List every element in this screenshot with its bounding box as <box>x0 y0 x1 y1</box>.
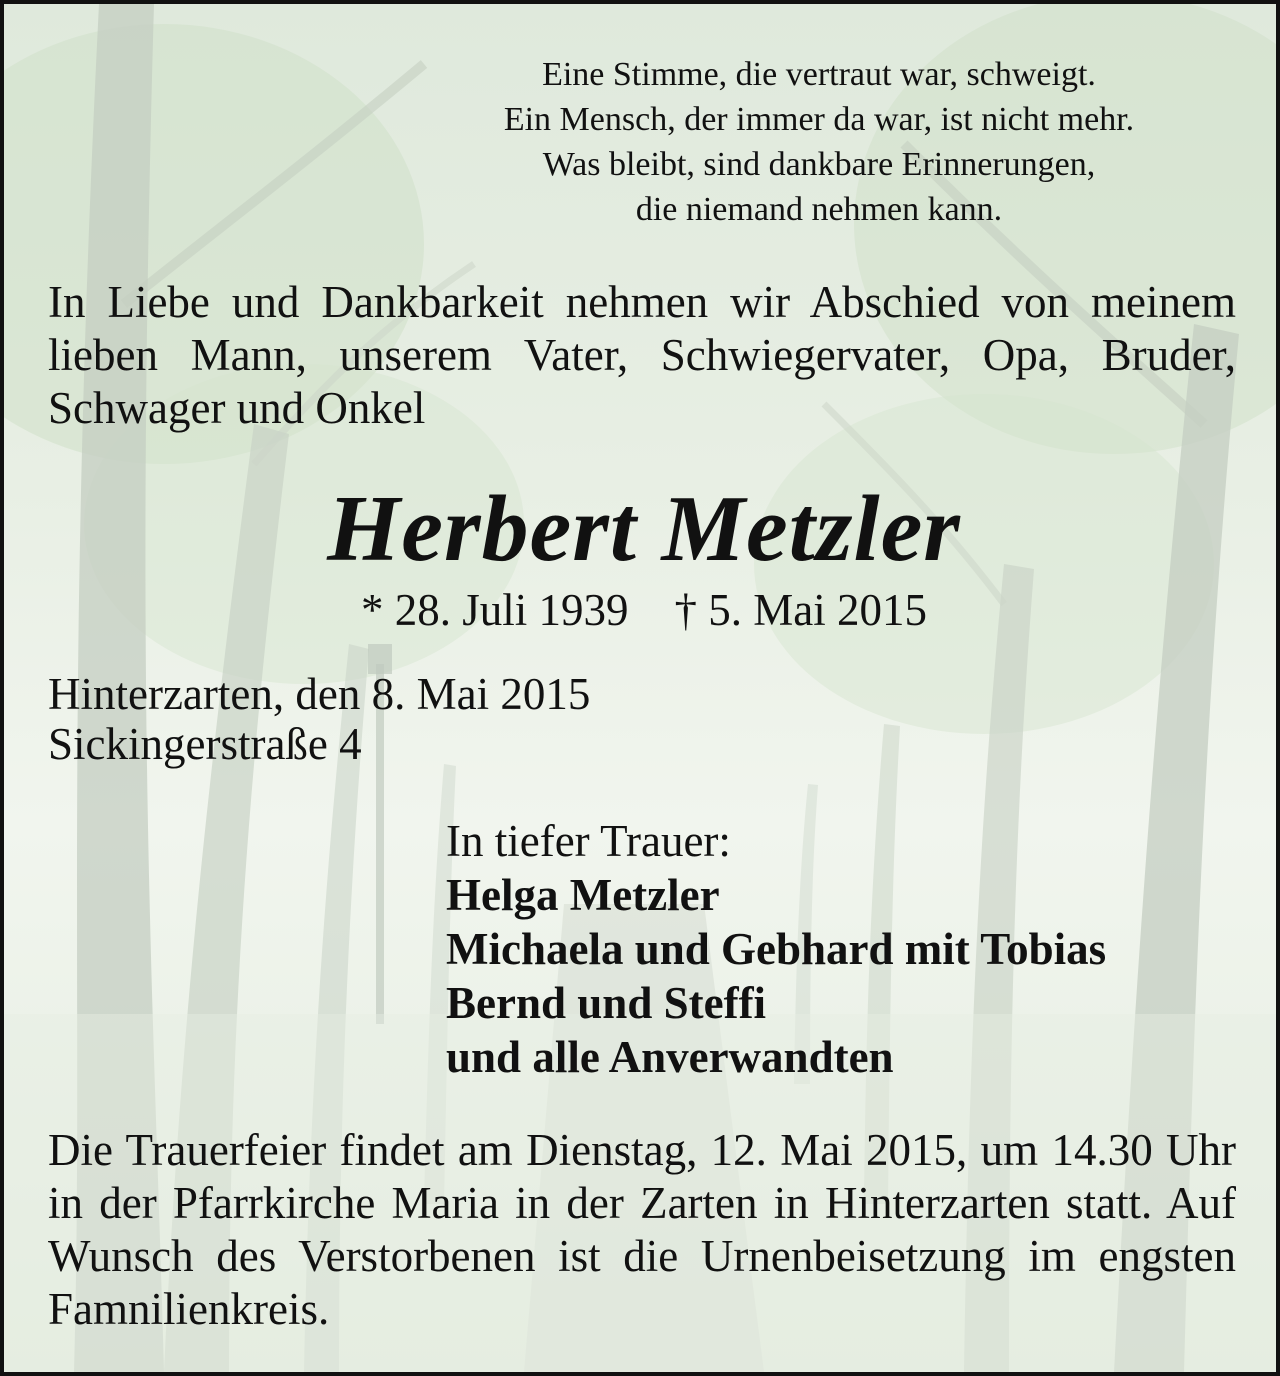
motto-line: Ein Mensch, der immer da war, ist nicht mehr. <box>503 101 1135 138</box>
address: Sickingerstraße 4 <box>48 719 362 769</box>
mourner-name: Helga Metzler <box>446 870 720 920</box>
funeral-service-notice: Die Trauerfeier findet am Dienstag, 12. Mai 2015, um 14.30 Uhr in der Pfarrkirche Maria in der Zarten in Hinterzarten statt. Auf Wunsch des Verstorbenen ist die Urnenbeisetzung im engsten Famnilienkreis. <box>48 1125 1236 1334</box>
mourning-heading: In tiefer Trauer: <box>446 816 731 866</box>
motto-verse <box>424 52 1214 232</box>
mourner-name: und alle Anverwandten <box>446 1032 894 1082</box>
deceased-name: Herbert Metzler <box>327 477 961 581</box>
mourner-name: Bernd und Steffi <box>446 978 767 1028</box>
mourner-name: Michaela und Gebhard mit Tobias <box>446 924 1107 974</box>
mourners-block <box>446 814 1106 1084</box>
birth-date: * 28. Juli 1939 <box>360 585 629 635</box>
motto-line: Was bleibt, sind dankbare Erinnerungen, <box>542 146 1096 183</box>
farewell-introduction: In Liebe und Dankbarkeit nehmen wir Abschied von meinem lieben Mann, unserem Vater, Schwiegervater, Opa, Bruder, Schwager und Onkel <box>48 277 1236 433</box>
place-date: Hinterzarten, den 8. Mai 2015 <box>48 669 591 719</box>
death-date: † 5. Mai 2015 <box>674 585 928 635</box>
motto-line: Eine Stimme, die vertraut war, schweigt. <box>542 56 1096 93</box>
life-dates <box>4 582 1280 638</box>
motto-line: die niemand nehmen kann. <box>635 191 1003 228</box>
place-and-address <box>48 669 590 769</box>
